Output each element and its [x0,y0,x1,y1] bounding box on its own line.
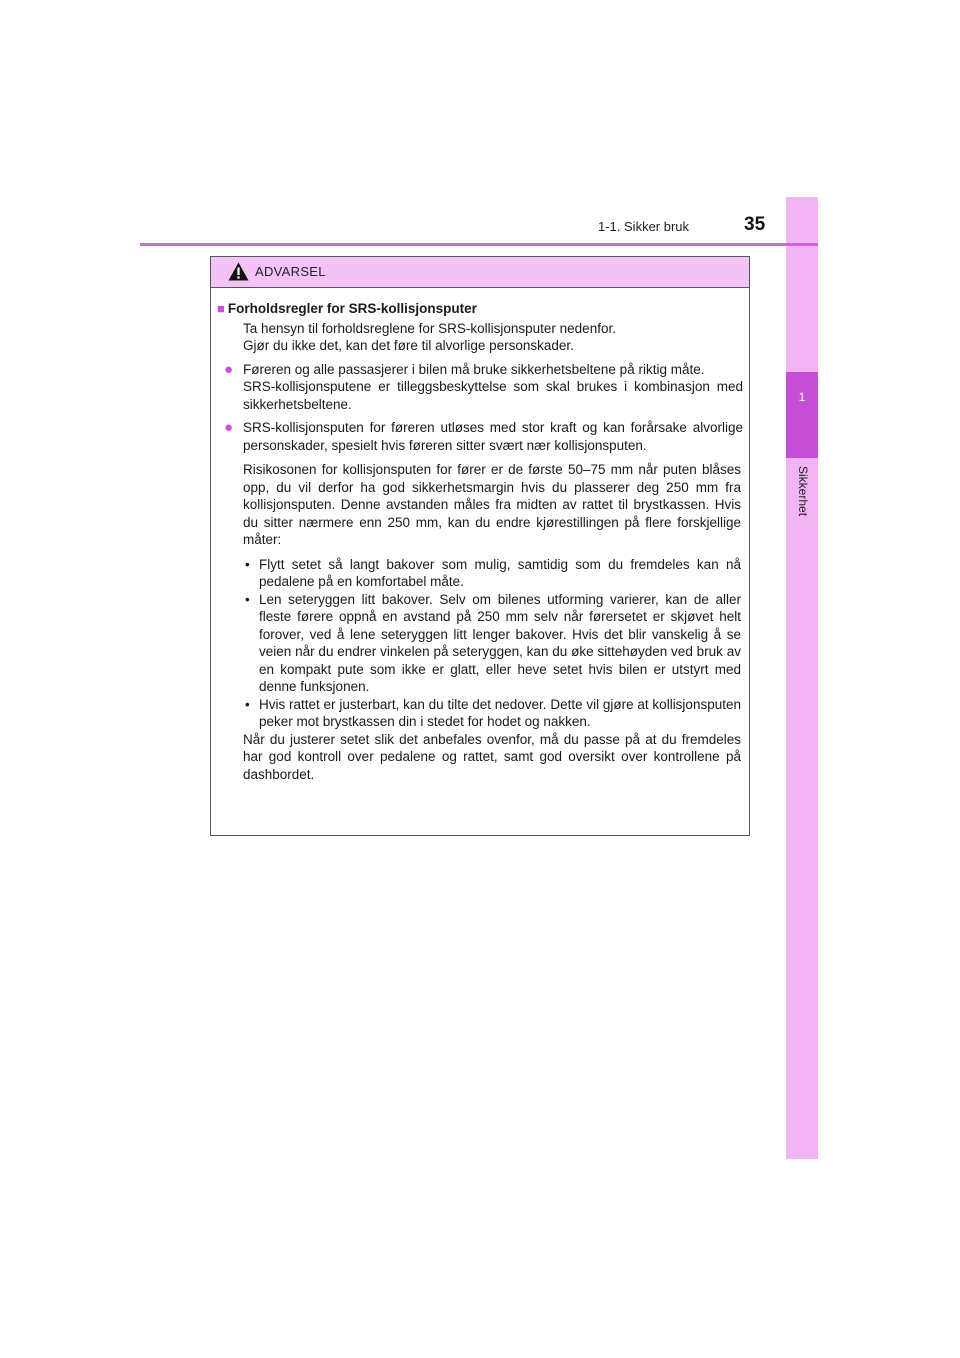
chapter-number: 1 [798,390,806,404]
circle-bullet-icon: ● [224,419,234,436]
chapter-tab-active [786,372,818,458]
intro-text [243,320,743,355]
item-line: Føreren og alle passasjerer i bilen må bruke sikkerhetsbeltene på riktig måte. [243,361,705,377]
bullet-icon: • [245,556,250,572]
warning-header [211,257,749,288]
adjustment-list [243,556,741,731]
warning-body [211,288,749,783]
chapter-side-tab [786,197,818,1159]
bullet-icon: • [245,696,250,712]
square-bullet-icon: ■ [217,301,225,316]
list-item: • Hvis rattet er justerbart, kan du tilte det nedover. Dette vil gjøre at kollisjonsputen peker mot brystkassen din i stedet for hodet og nakken. [245,696,741,729]
list-item [217,361,743,414]
risk-paragraph: Risikosonen for kollisjonsputen for fører er de første 50–75 mm når puten blåses opp, du vil derfor ha god sikkerhetsmargin hvis du plasserer deg 250 mm fra kollisjonsputen. Denne avstanden måles fra midten av rattet til brystkassen. Hvis du sitter nærmere enn 250 mm, kan du endre kjørestillingen på flere forskjellige måter: [243,462,741,547]
section-header: 1-1. Sikker bruk [598,219,690,234]
list-item [217,419,743,454]
bullet-icon: • [245,591,250,607]
page-number: 35 [744,214,766,235]
header-rule [140,243,818,246]
list-item: • Len seteryggen litt bakover. Selv om bilenes utforming varierer, kan de aller fleste førere oppnå en avstand på 250 mm selv når førersetet er skjøvet helt forover, ved å lene seteryggen litt lenger bakover. Hvis det blir vanskelig å se veien når du endrer vinkelen på seteryggen, kan du øke sittehøyden ved bruk av en kompakt pute som ikke er glatt, eller heve setet hvis bilen er utstyrt med denne funksjonen. [245,591,741,694]
warning-box [210,256,750,836]
intro-line: Gjør du ikke det, kan det føre til alvorlige personskader. [243,338,574,353]
warning-triangle-icon [228,262,249,281]
chapter-label: Sikkerhet [796,466,810,517]
item-line: SRS-kollisjonsputen for føreren utløses med stor kraft og kan forårsake alvorlige personskader, spesielt hvis føreren sitter svært nær kollisjonsputen. [243,420,743,453]
list-item: • Flytt setet så langt bakover som mulig, samtidig som du fremdeles kan nå pedalene på en komfortabel måte. [245,556,741,589]
section-title: ■ Forholdsregler for SRS-kollisjonsputer [217,301,477,316]
warning-title: ADVARSEL [255,264,326,279]
intro-line: Ta hensyn til forholdsreglene for SRS-kollisjonsputer nedenfor. [243,320,616,336]
closing-paragraph: Når du justerer setet slik det anbefales ovenfor, må du passe på at du fremdeles har god kontroll over pedalene og rattet, samt god oversikt over kontrollene på dashbordet. [243,731,741,782]
circle-bullet-icon: ● [224,360,234,378]
item-line: SRS-kollisjonsputene er tilleggsbeskyttelse som skal brukes i kombinasjon med sikkerhetsbeltene. [243,379,743,412]
